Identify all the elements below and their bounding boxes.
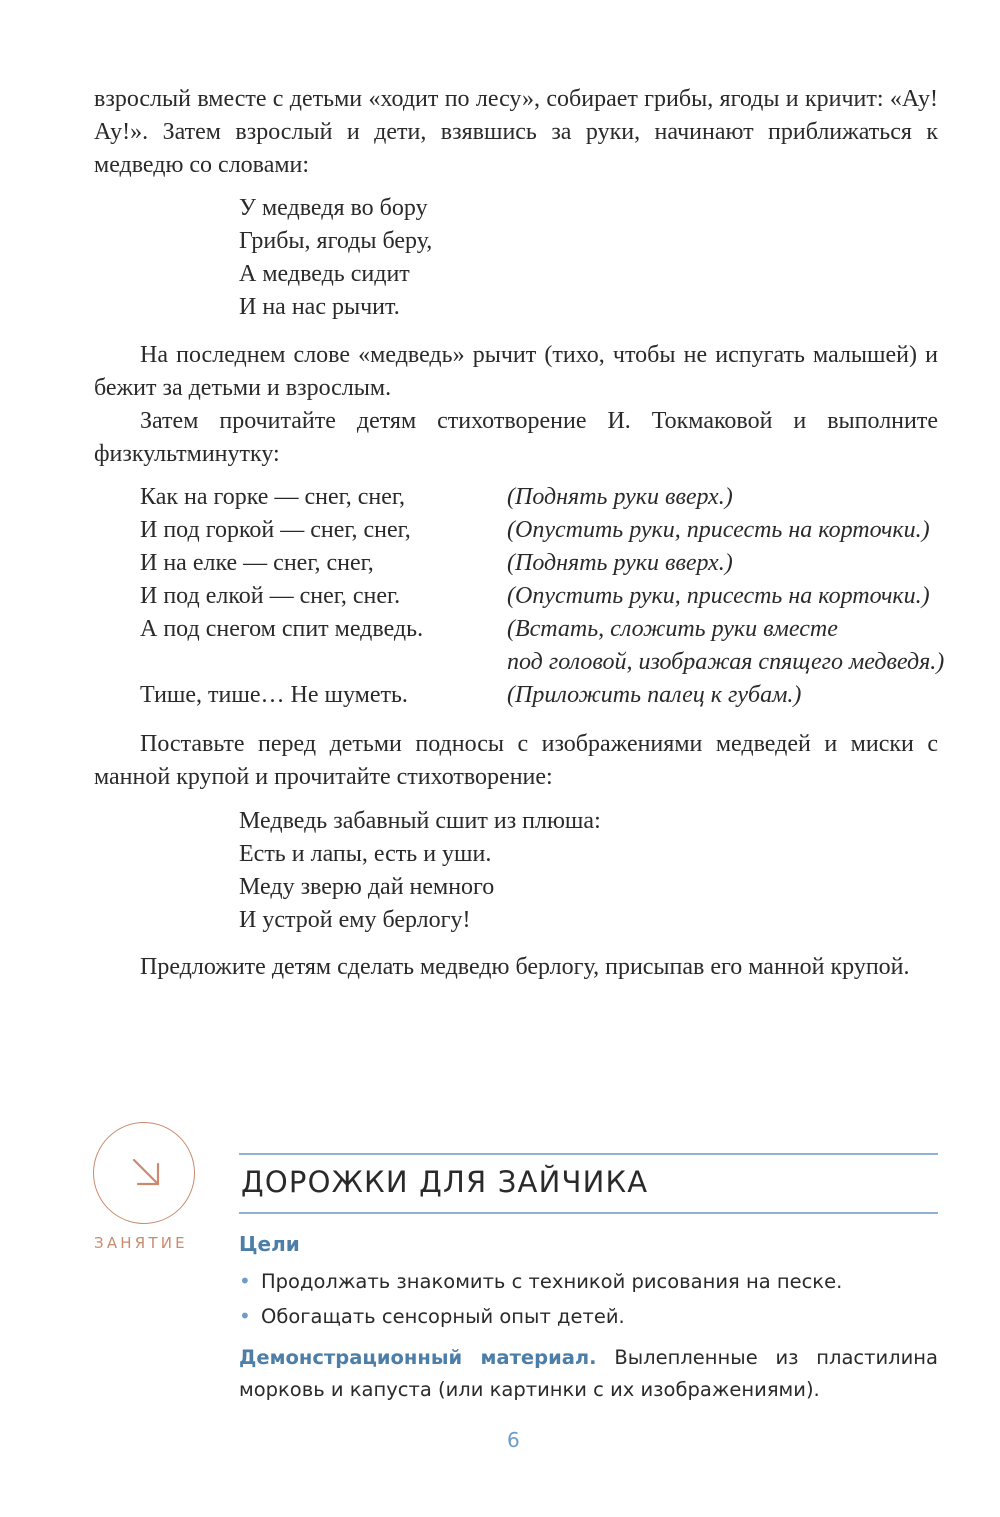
exercise-action: (Поднять руки вверх.) bbox=[507, 484, 733, 510]
demo-label: Демонстрационный материал. bbox=[239, 1346, 597, 1369]
exercise-action: (Опустить руки, присесть на корточки.) bbox=[507, 583, 930, 609]
paragraph-trays: Поставьте перед детьми подносы с изображениями медведей и миски с манной крупой и прочитайте стихотворение: bbox=[94, 731, 938, 790]
verse-line: И устрой ему берлогу! bbox=[239, 907, 471, 933]
demo-material bbox=[239, 1342, 938, 1406]
verse-line: И на нас рычит. bbox=[239, 294, 400, 320]
exercise-action: (Приложить палец к губам.) bbox=[507, 682, 802, 708]
verse-plush-bear bbox=[239, 805, 601, 937]
exercise-action: (Опустить руки, присесть на корточки.) bbox=[507, 517, 930, 543]
lesson-badge bbox=[93, 1122, 195, 1224]
exercise-row bbox=[140, 679, 960, 712]
bullet-dot-icon: • bbox=[239, 1269, 251, 1293]
exercise-row bbox=[140, 481, 960, 514]
goal-text: Продолжать знакомить с техникой рисования на песке. bbox=[261, 1270, 843, 1293]
bullet-dot-icon: • bbox=[239, 1304, 251, 1328]
verse-bear-forest bbox=[239, 192, 432, 324]
exercise-line bbox=[140, 646, 507, 679]
exercise-line: И под елкой — снег, снег. bbox=[140, 583, 401, 609]
exercise-row bbox=[140, 580, 960, 613]
paragraph-intro: взрослый вместе с детьми «ходит по лесу», собирает грибы, ягоды и кричит: «Ау! Ау!». Затем взрослый и дети, взявшись за руки, начинают приближаться к медведю со словами: bbox=[94, 86, 938, 178]
goal-text: Обогащать сенсорный опыт детей. bbox=[261, 1305, 625, 1328]
list-item bbox=[239, 1264, 842, 1299]
exercise-row bbox=[140, 547, 960, 580]
title-rule-bottom bbox=[239, 1212, 938, 1214]
page-number: 6 bbox=[507, 1428, 520, 1452]
exercise-line: Как на горке — снег, снег, bbox=[140, 484, 406, 510]
exercise-line: Тише, тише… Не шуметь. bbox=[140, 682, 408, 708]
verse-line: Меду зверю дай немного bbox=[239, 874, 495, 900]
exercise-action: (Встать, сложить руки вместе bbox=[507, 616, 838, 642]
verse-line: Есть и лапы, есть и уши. bbox=[239, 841, 492, 867]
exercise-row bbox=[140, 613, 960, 646]
exercise-table bbox=[140, 481, 960, 712]
verse-line: У медведя во бору bbox=[239, 195, 428, 221]
list-item bbox=[239, 1299, 842, 1334]
lesson-label: ЗАНЯТИЕ bbox=[94, 1234, 188, 1252]
goals-heading: Цели bbox=[239, 1232, 300, 1256]
paragraph-den: Предложите детям сделать медведю берлогу, присыпав его манной крупой. bbox=[140, 954, 910, 980]
exercise-line: И под горкой — снег, снег, bbox=[140, 517, 411, 543]
verse-line: Медведь забавный сшит из плюша: bbox=[239, 808, 601, 834]
lesson-title: ДОРОЖКИ ДЛЯ ЗАЙЧИКА bbox=[241, 1165, 649, 1199]
arrow-down-right-icon bbox=[94, 1123, 196, 1225]
verse-line: А медведь сидит bbox=[239, 261, 410, 287]
exercise-action: под головой, изображая спящего медведя.) bbox=[507, 649, 945, 675]
exercise-row bbox=[140, 646, 960, 679]
title-rule-top bbox=[239, 1153, 938, 1155]
goals-list bbox=[239, 1264, 842, 1334]
paragraph-bear-growls: На последнем слове «медведь» рычит (тихо, чтобы не испугать малышей) и бежит за детьми и взрослым. bbox=[94, 342, 938, 401]
verse-line: Грибы, ягоды беру, bbox=[239, 228, 433, 254]
exercise-row bbox=[140, 514, 960, 547]
demo-text: Вылепленные из пластилина морковь и капуста (или картинки с их изображениями). bbox=[239, 1346, 938, 1401]
exercise-line: И на елке — снег, снег, bbox=[140, 550, 374, 576]
exercise-action: (Поднять руки вверх.) bbox=[507, 550, 733, 576]
paragraph-tokmakova: Затем прочитайте детям стихотворение И. Токмаковой и выполните физкультминутку: bbox=[94, 408, 938, 467]
exercise-line: А под снегом спит медведь. bbox=[140, 616, 424, 642]
